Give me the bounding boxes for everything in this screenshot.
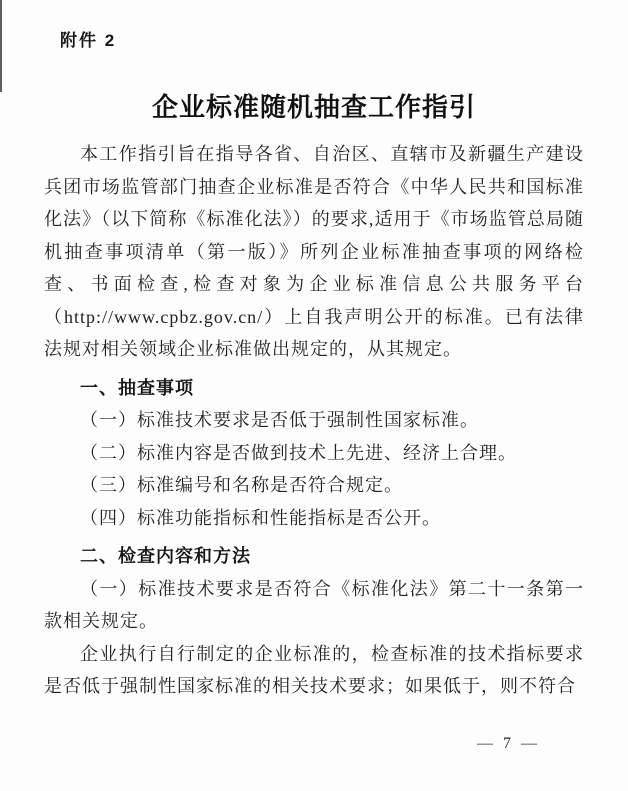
section-heading-2: 二、检查内容和方法	[80, 546, 251, 566]
section1-item-2: （二）标准内容是否做到技术上先进、经济上合理。	[80, 442, 517, 463]
section1-item-3: （三）标准编号和名称是否符合规定。	[80, 475, 403, 495]
section1-item-4: （四）标准功能指标和性能指标是否公开。	[80, 507, 441, 528]
section2-item-1: （一）标准技术要求是否符合《标准化法》第二十一条第一款相关规定。	[44, 578, 584, 631]
section1-item-1: （一）标准技术要求是否低于强制性国家标准。	[80, 410, 479, 430]
scan-artifact-edge	[0, 0, 2, 92]
attachment-label: 附件 2	[60, 31, 117, 50]
page-number: — 7 —	[477, 735, 540, 752]
intro-paragraph: 本工作指引旨在指导各省、自治区、直辖市及新疆生产建设兵团市场监管部门抽查企业标准是否符合《中华人民共和国标准化法》（以下简称《标准化法》）的要求,适用于《市场监管总局随机抽查事项清单（第一版）》所列企业标准抽查事项的网络检查、书面检查,检查对象为企业标准信息公共服务平台（http://www.cpbz.gov.cn/）上自我声明公开的标准。已有法律法规对相关领域企业标准做出规定的，从其规定。	[44, 144, 584, 359]
section-heading-1: 一、抽查事项	[80, 377, 194, 398]
document-body	[44, 138, 584, 703]
document-title: 企业标准随机抽查工作指引	[151, 93, 476, 122]
section2-paragraph: 企业执行自行制定的企业标准的，检查标准的技术指标要求是否低于强制性国家标准的相关技术要求；如果低于，则不符合	[44, 643, 584, 696]
